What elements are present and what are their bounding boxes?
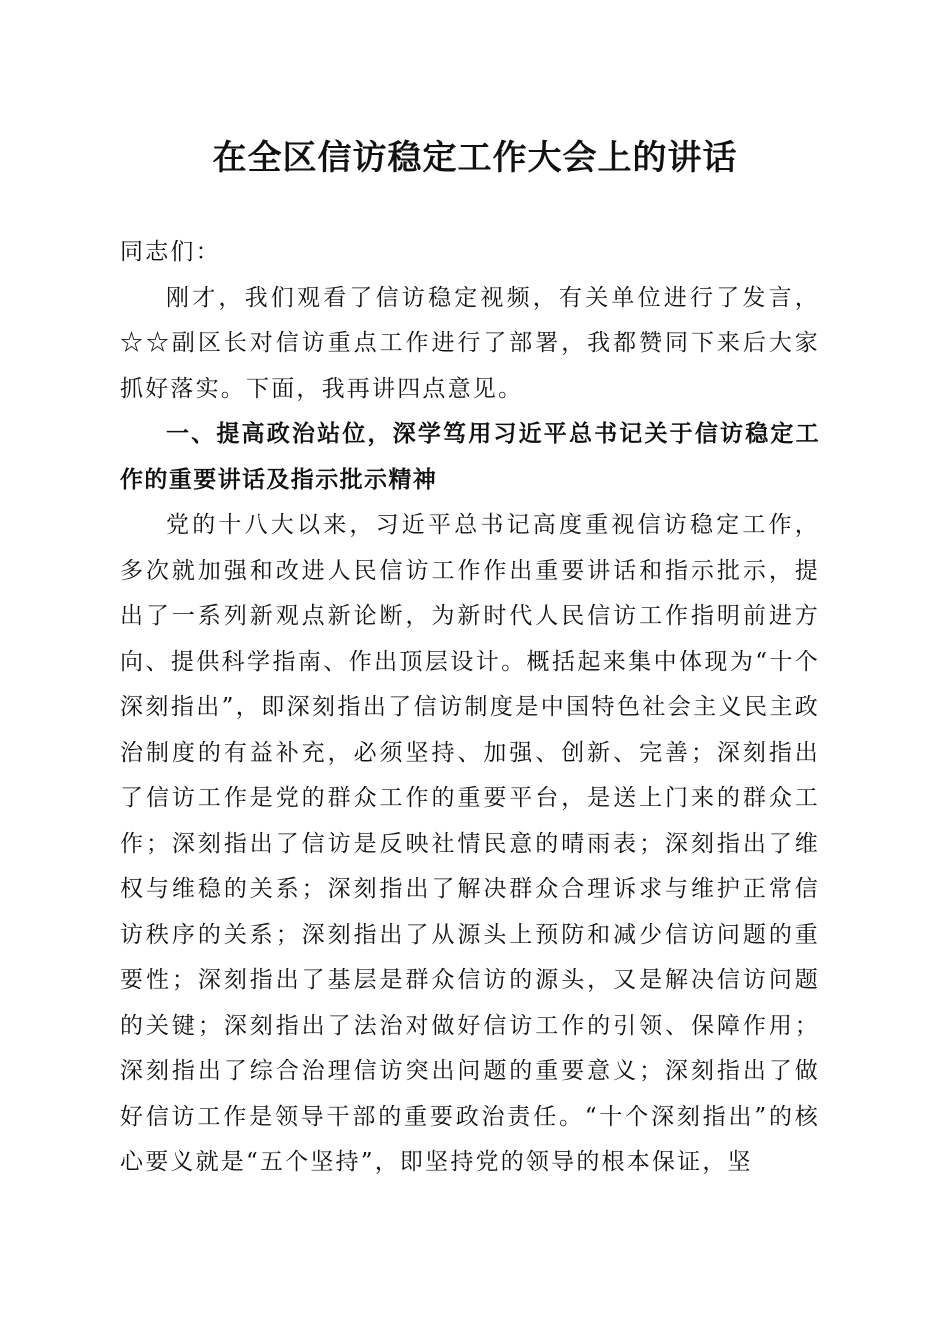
- document-title: 在全区信访稳定工作大会上的讲话: [212, 138, 738, 178]
- section-heading: 一、提高政治站位，深学笃用习近平总书记关于信访稳定工作的重要讲话及指示批示精神: [120, 421, 820, 493]
- document-body: [120, 230, 820, 1186]
- body-paragraph: 党的十八大以来，习近平总书记高度重视信访稳定工作，多次就加强和改进人民信访工作作出重要讲话和指示批示，提出了一系列新观点新论断，为新时代人民信访工作指明前进方向、提供科学指南、作出顶层设计。概括起来集中体现为“十个深刻指出”，即深刻指出了信访制度是中国特色社会主义民主政治制度的有益补充，必须坚持、加强、创新、完善；深刻指出了信访工作是党的群众工作的重要平台，是送上门来的群众工作；深刻指出了信访是反映社情民意的晴雨表；深刻指出了维权与维稳的关系；深刻指出了解决群众合理诉求与维护正常信访秩序的关系；深刻指出了从源头上预防和减少信访问题的重要性；深刻指出了基层是群众信访的源头，又是解决信访问题的关键；深刻指出了法治对做好信访工作的引领、保障作用；深刻指出了综合治理信访突出问题的重要意义；深刻指出了做好信访工作是领导干部的重要政治责任。“十个深刻指出”的核心要义就是“五个坚持”，即坚持党的领导的根本保证，坚: [120, 512, 820, 1175]
- salutation: 同志们：: [120, 239, 221, 265]
- opening-paragraph: 刚才，我们观看了信访稳定视频，有关单位进行了发言，☆☆副区长对信访重点工作进行了部署，我都赞同下来后大家抓好落实。下面，我再讲四点意见。: [120, 284, 820, 402]
